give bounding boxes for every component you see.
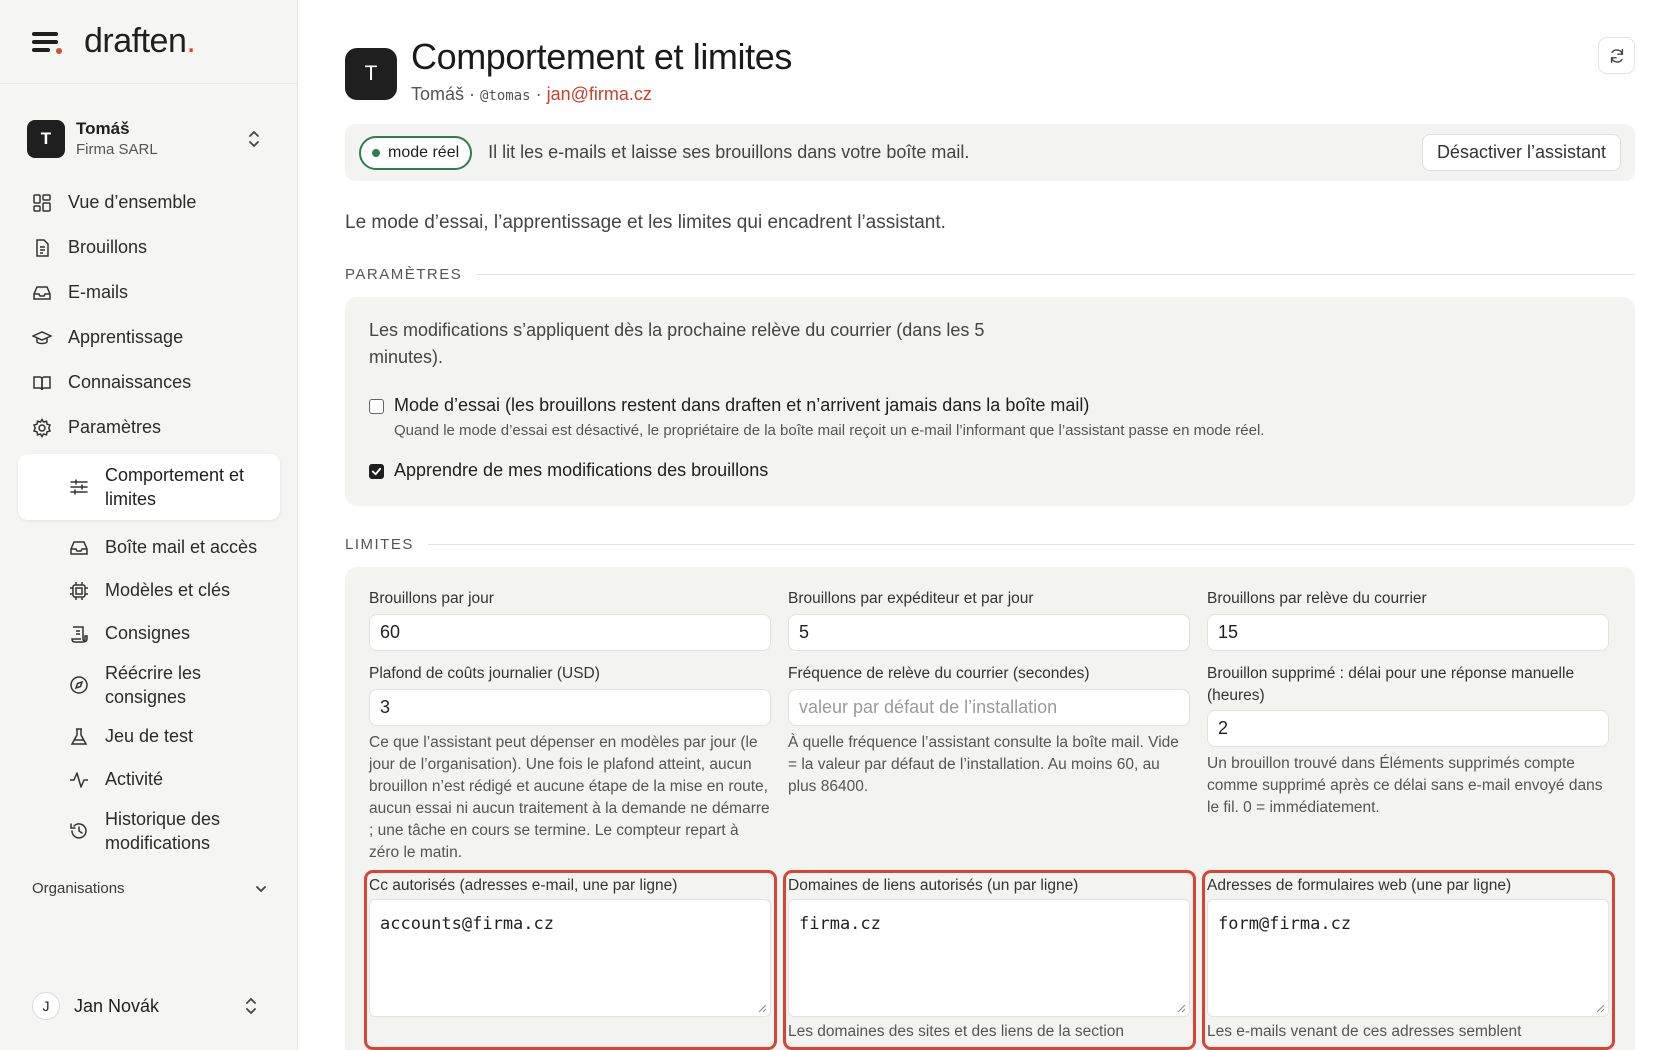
trial-mode-checkbox[interactable] (369, 399, 384, 414)
sub-label: Activité (105, 769, 164, 790)
field-label: Brouillons par jour (369, 590, 494, 607)
main-nav (18, 180, 280, 861)
org-company-name: Firma SARL (76, 141, 158, 159)
subtitle-handle: @tomas (480, 88, 531, 104)
status-badge (359, 136, 472, 170)
nav-item-drafts[interactable] (18, 225, 280, 270)
learn-label[interactable]: Apprendre de mes modifications des brouillons (394, 460, 769, 480)
drafts-per-day-input[interactable]: 60 (369, 614, 771, 651)
compass-icon (69, 675, 89, 695)
cc-allowed-textarea[interactable] (369, 899, 771, 1017)
org-switcher[interactable] (27, 114, 271, 164)
nav-label: Brouillons (68, 237, 148, 257)
drafts-per-fetch-input[interactable]: 15 (1207, 614, 1609, 651)
link-domains-field (788, 875, 1190, 1041)
field-label: Brouillons par expéditeur et par jour (788, 590, 1034, 607)
chevron-down-icon (254, 882, 268, 896)
field-label: Brouillon supprimé : délai pour une réponse manuelle (heures) (1207, 665, 1575, 704)
trial-mode-row (369, 395, 1264, 439)
sub-label: Réécrire les consignes (105, 662, 202, 707)
section-title: LIMITES (345, 536, 414, 553)
trial-mode-label[interactable]: Mode d’essai (les brouillons restent dans draften et n’arrivent jamais dans la boîte mail) (394, 395, 1090, 415)
refresh-button[interactable] (1598, 37, 1635, 74)
nav-item-emails[interactable] (18, 270, 280, 315)
logo[interactable]: draften. (84, 22, 196, 60)
book-icon (32, 373, 52, 393)
drafts-per-sender-field (788, 588, 1190, 651)
field-help: Les e-mails venant de ces adresses semblent (1207, 1022, 1522, 1040)
deactivate-assistant-button[interactable]: Désactiver l’assistant (1422, 134, 1621, 171)
sub-label: Jeu de test (105, 726, 194, 747)
web-forms-textarea[interactable] (1207, 899, 1609, 1017)
chip-icon (69, 581, 89, 601)
chevron-up-down-icon (244, 994, 258, 1018)
link-domains-textarea[interactable] (788, 899, 1190, 1017)
field-help: Ce que l’assistant peut dépenser en modèles par jour (le jour de l’organisation). Une fois le plafond atteint, aucun brouillon n’est rédigé et aucune étape de la mise en route, aucun essai ni aucun traitement à la demande ne démarre ; une tâche en cours se termine. Le compteur repart à zéro le matin. (369, 733, 770, 861)
sub-label: Boîte mail et accès (105, 537, 258, 558)
fetch-frequency-input[interactable]: valeur par défaut de l’installation (788, 689, 1190, 726)
textarea-value: form@firma.cz (1218, 913, 1352, 934)
menu-icon[interactable] (32, 30, 62, 54)
sliders-icon (69, 477, 89, 497)
sub-item-models-keys[interactable] (18, 569, 280, 612)
sub-item-instructions[interactable] (18, 612, 280, 655)
learn-checkbox[interactable] (369, 464, 384, 479)
graduation-cap-icon (32, 328, 52, 348)
trial-mode-help: Quand le mode d’essai est désactivé, le propriétaire de la boîte mail reçoit un e-mail l’informant que l’assistant passe en mode réel. (394, 422, 1265, 439)
separator: · (530, 84, 547, 104)
textarea-value: accounts@firma.cz (380, 913, 554, 934)
grid-icon (32, 193, 52, 213)
chevron-up-down-icon (247, 126, 261, 152)
params-info: Les modifications s’appliquent dès la prochaine relève du courrier (dans les 5 minutes). (369, 320, 985, 367)
organisations-toggle[interactable] (32, 880, 268, 897)
sub-item-rewrite-instructions[interactable] (18, 655, 280, 715)
sub-label: Modèles et clés (105, 580, 231, 601)
assistant-status-bar (345, 124, 1635, 181)
daily-cost-cap-field (369, 663, 771, 864)
section-heading-limits (345, 536, 1635, 553)
params-panel (345, 297, 1635, 506)
subtitle-email[interactable]: jan@firma.cz (546, 84, 652, 104)
web-forms-highlight (1202, 870, 1615, 1050)
nav-item-settings[interactable] (18, 405, 280, 450)
status-dot-icon (372, 149, 380, 157)
field-label: Fréquence de relève du courrier (secondes) (788, 665, 1090, 682)
brand-bar (0, 0, 297, 84)
daily-cost-cap-input[interactable]: 3 (369, 689, 771, 726)
nav-label: Paramètres (68, 417, 162, 437)
page-title: Comportement et limites (411, 36, 792, 77)
document-icon (32, 238, 52, 258)
separator: · (464, 84, 481, 104)
learn-row (369, 460, 768, 481)
cc-allowed-highlight (364, 870, 777, 1050)
section-heading-params (345, 266, 1635, 283)
sub-item-activity[interactable] (18, 758, 280, 801)
sub-item-test-set[interactable] (18, 715, 280, 758)
nav-item-knowledge[interactable] (18, 360, 280, 405)
header-avatar: T (345, 48, 397, 100)
nav-label: Connaissances (68, 372, 192, 392)
deleted-draft-delay-field (1207, 663, 1609, 819)
field-label: Domaines de liens autorisés (un par ligne) (788, 877, 1079, 894)
field-label: Adresses de formulaires web (une par ligne) (1207, 877, 1512, 894)
org-user-name: Tomáš (76, 119, 130, 139)
user-name: Jan Novák (74, 995, 160, 1016)
refresh-icon (1608, 47, 1626, 65)
org-avatar: T (27, 120, 65, 158)
deleted-draft-delay-input[interactable]: 2 (1207, 710, 1609, 747)
page-subtitle (411, 84, 652, 105)
nav-item-learning[interactable] (18, 315, 280, 360)
resize-handle-icon[interactable] (1176, 1003, 1186, 1013)
sub-label: Historique des modifications (105, 808, 221, 853)
textarea-value: firma.cz (799, 913, 881, 934)
sub-item-change-history[interactable] (18, 801, 280, 861)
nav-label: Vue d’ensemble (68, 192, 197, 212)
inbox-icon (32, 283, 52, 303)
status-text: Il lit les e-mails et laisse ses brouillons dans votre boîte mail. (488, 142, 970, 162)
drafts-per-sender-input[interactable]: 5 (788, 614, 1190, 651)
limits-panel (345, 567, 1635, 1050)
sub-item-mailbox-access[interactable] (18, 526, 280, 569)
fetch-frequency-field (788, 663, 1190, 798)
history-icon (69, 821, 89, 841)
inbox-icon (69, 538, 89, 558)
nav-label: Apprentissage (68, 327, 184, 347)
field-help: Les domaines des sites et des liens de la section (788, 1022, 1125, 1040)
drafts-per-day-field (369, 588, 771, 651)
activity-icon (69, 770, 89, 790)
field-label: Brouillons par relève du courrier (1207, 590, 1427, 607)
check-icon (371, 466, 382, 477)
gear-icon (32, 418, 52, 438)
flask-icon (69, 727, 89, 747)
cc-allowed-field (369, 875, 771, 1017)
page-description: Le mode d’essai, l’apprentissage et les limites qui encadrent l’assistant. (345, 212, 946, 233)
field-help: Un brouillon trouvé dans Éléments supprimés compte comme supprimé après ce délai sans e-mail envoyé dans le fil. 0 = immédiatement. (1207, 755, 1603, 817)
sidebar (0, 0, 298, 1050)
status-badge-label: mode réel (388, 143, 460, 161)
user-avatar: J (32, 992, 60, 1020)
resize-handle-icon[interactable] (1595, 1003, 1605, 1013)
sub-item-behavior-limits[interactable] (18, 454, 280, 520)
resize-handle-icon[interactable] (757, 1003, 767, 1013)
main-content (345, 0, 1635, 1050)
settings-subnav (18, 454, 280, 861)
field-label: Plafond de coûts journalier (USD) (369, 665, 600, 682)
field-help: À quelle fréquence l’assistant consulte la boîte mail. Vide = la valeur par défaut de l’installation. Au moins 60, au plus 86400. (788, 733, 1179, 795)
sub-label: Comportement et limites (105, 464, 245, 509)
scroll-icon (69, 624, 89, 644)
nav-label: E-mails (68, 282, 129, 302)
link-domains-highlight (783, 870, 1196, 1050)
sub-label: Consignes (105, 623, 191, 644)
user-menu[interactable] (32, 992, 268, 1020)
subtitle-user: Tomáš (411, 84, 465, 104)
nav-item-overview[interactable] (18, 180, 280, 225)
organisations-label: Organisations (32, 880, 125, 897)
drafts-per-fetch-field (1207, 588, 1609, 651)
web-forms-field (1207, 875, 1609, 1041)
section-title: PARAMÈTRES (345, 266, 463, 283)
field-label: Cc autorisés (adresses e-mail, une par ligne) (369, 877, 678, 894)
